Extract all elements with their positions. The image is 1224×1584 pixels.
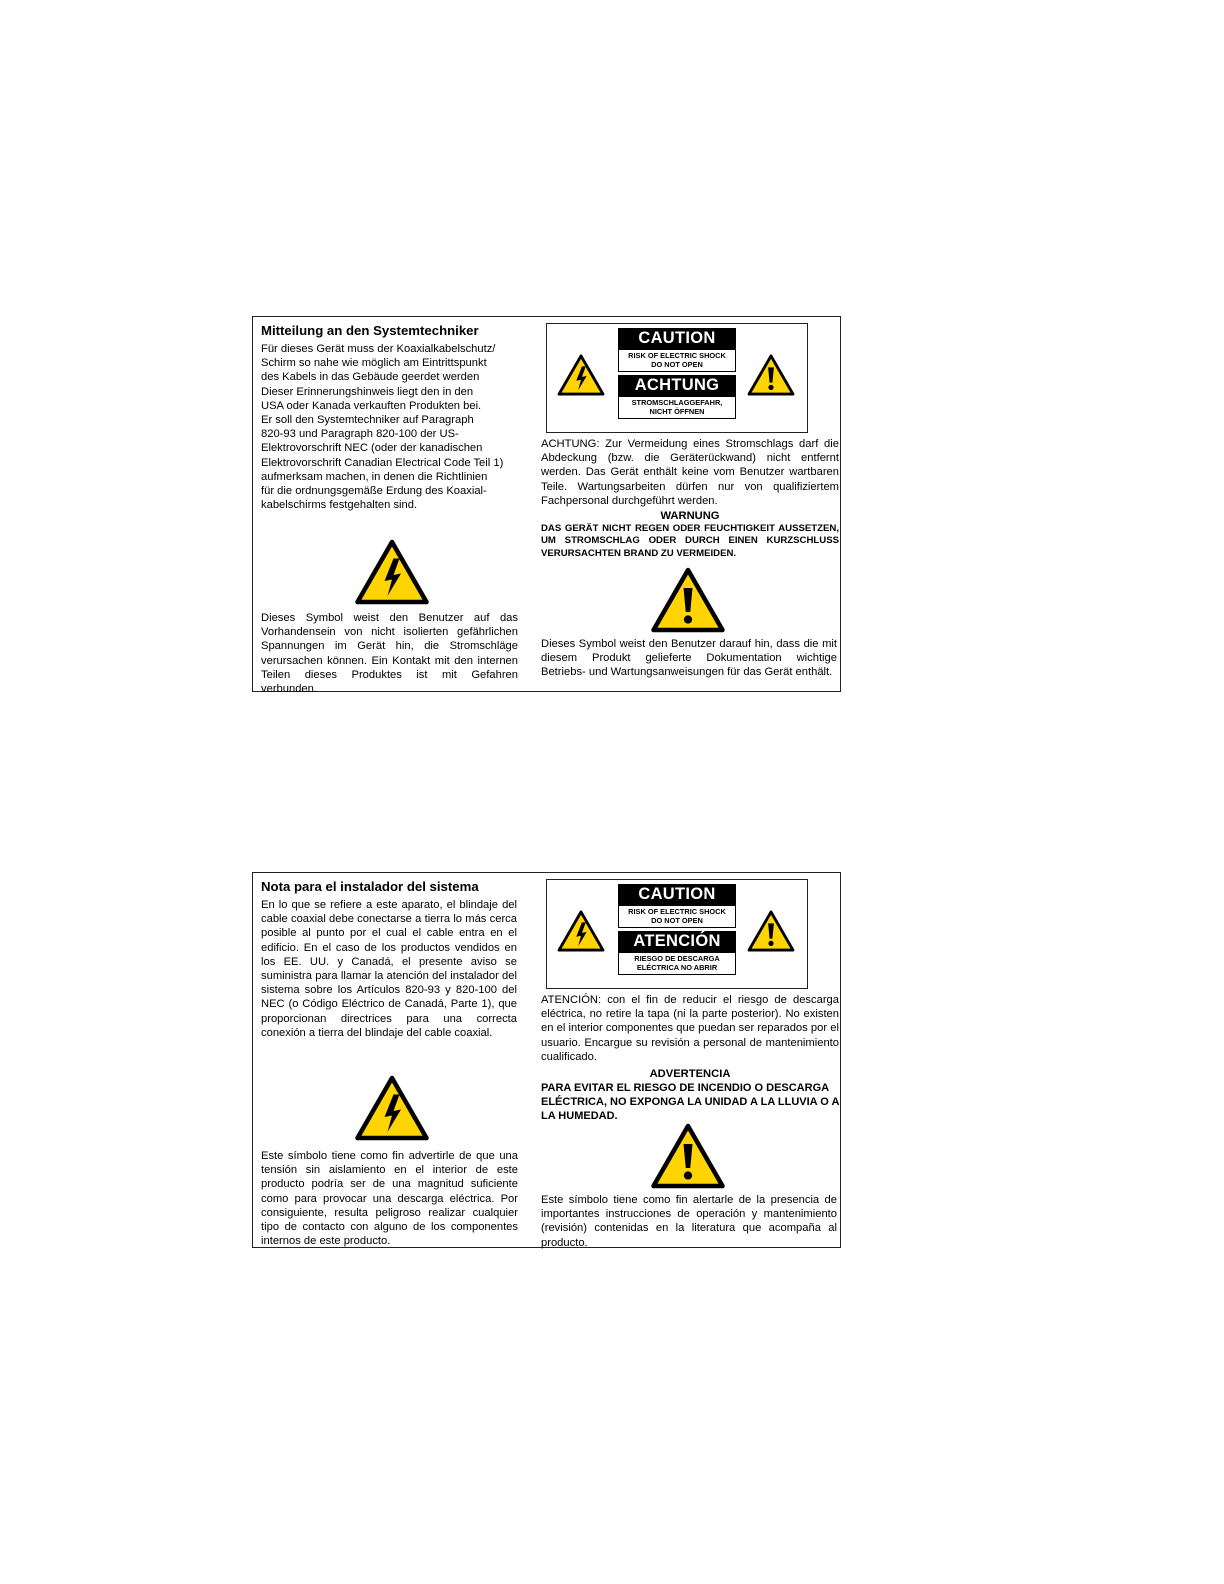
caution-badge-subtitle: RISK OF ELECTRIC SHOCK DO NOT OPEN	[618, 905, 736, 928]
safety-notice-panel-spanish	[252, 872, 841, 1248]
exclamation-warning-icon	[649, 567, 727, 633]
installer-note-line: Schirm so nahe wie möglich am Eintrittspunkt	[261, 357, 487, 370]
lightning-warning-icon	[353, 1075, 431, 1141]
installer-note-line: des Kabels in das Gebäude geerdet werden	[261, 371, 480, 384]
warning-text: PARA EVITAR EL RIESGO DE INCENDIO O DESCARGA ELÉCTRICA, NO EXPONGA LA UNIDAD A LA LLUVIA O A LA HUMEDAD.	[541, 1082, 840, 1122]
safety-notice-panel-german	[252, 316, 841, 696]
lightning-warning-icon	[557, 910, 605, 952]
installer-note-line: Elektrovorschrift Canadian Electrical Code Teil 1)	[261, 456, 504, 469]
lightning-symbol-description: Este símbolo tiene como fin advertirle de que una tensión sin aislamiento en el interior de este producto podría ser de una magnitud suficiente como para provocar una descarga eléctrica. Por consiguiente, resulta peligroso realizar cualquier tipo de contacto con alguno de los componentes internos de este producto.	[261, 1150, 518, 1248]
exclamation-warning-icon	[747, 910, 795, 952]
warning-block	[541, 509, 839, 560]
installer-note-text: En lo que se refiere a este aparato, el blindaje del cable coaxial debe conectarse a tierra lo más cerca posible al punto por el cual el cable entra en el edificio. En el caso de los productos vendidos en los EE. UU. y Canadá, el presente aviso se suministra para llamar la atención del instalador del sistema sobre los Artículos 820-93 y 820-100 del NEC (o Código Eléctrico de Canadá, Parte 1), que proporcionan directrices para una correcta conexión a tierra del blindaje del cable coaxial.	[261, 899, 517, 1039]
installer-note-line: kabelschirms festgehalten sind.	[261, 499, 418, 512]
installer-note-heading: Nota para el instalador del sistema	[261, 879, 479, 894]
caution-badge-subtitle: RISK OF ELECTRIC SHOCK DO NOT OPEN	[618, 349, 736, 372]
caution-notice-text: ATENCIÓN: con el fin de reducir el riesgo de descarga eléctrica, no retire la tapa (ni la parte posterior). No existen en el interior componentes que puedan ser reparados por el usuario. Encargue su revisión a personal de mantenimiento cualificado.	[541, 994, 839, 1063]
warning-title: ADVERTENCIA	[649, 1068, 731, 1080]
exclamation-symbol-description: Este símbolo tiene como fin alertarle de la presencia de importantes instrucciones de operación y mantenimiento (revisión) contenidas en la literatura que acompaña al producto.	[541, 1194, 837, 1249]
installer-note-line: Elektrovorschrift NEC (oder der kanadischen	[261, 442, 483, 455]
installer-note-column	[261, 323, 521, 696]
installer-note-heading: Mitteilung an den Systemtechniker	[261, 323, 479, 338]
achtung-badge-subtitle: STROMSCHLAGGEFAHR, NICHT ÖFFNEN	[618, 396, 736, 419]
warning-block	[541, 1067, 839, 1123]
exclamation-warning-icon	[747, 354, 795, 396]
caution-label-frame	[546, 879, 808, 989]
installer-note-line: aufmerksam machen, in denen die Richtlinien	[261, 470, 488, 483]
warning-text: DAS GERÄT NICHT REGEN ODER FEUCHTIGKEIT AUSSETZEN, UM STROMSCHLAG ODER DURCH EINEN KURZSCHLUSS VERURSACHTEN BRAND ZU VERMEIDEN.	[541, 523, 839, 559]
installer-note-text	[261, 342, 521, 512]
installer-note-line: Er soll den Systemtechniker auf Paragraph	[261, 414, 474, 427]
exclamation-symbol-description: Dieses Symbol weist den Benutzer darauf hin, dass die mit diesem Produkt gelieferte Dokumentation wichtige Betriebs- und Wartungsanweisungen für das Gerät enthält.	[541, 638, 837, 679]
achtung-badge-title: ACHTUNG	[618, 375, 736, 396]
exclamation-warning-icon	[649, 1123, 727, 1189]
installer-note-line: für die ordnungsgemäße Erdung des Koaxial-	[261, 485, 487, 498]
installer-note-column	[261, 879, 521, 1248]
lightning-warning-icon	[557, 354, 605, 396]
caution-badge-title: CAUTION	[618, 884, 736, 905]
installer-note-line: 820-93 und Paragraph 820-100 der US-	[261, 428, 459, 441]
caution-notice-text: ACHTUNG: Zur Vermeidung eines Stromschlags darf die Abdeckung (bzw. die Geräterückwand) nicht entfernt werden. Das Gerät enthält keine vom Benutzer wartbaren Teile. Wartungsarbeiten dürfen nur von qualifiziertem Fachpersonal durchgeführt werden.	[541, 438, 839, 507]
caution-badge-stack	[618, 328, 736, 422]
installer-note-line: USA oder Kanada verkauften Produkten bei.	[261, 399, 482, 412]
atencion-badge-title: ATENCIÓN	[618, 931, 736, 952]
installer-note-line: Dieser Erinnerungshinweis liegt den in den	[261, 385, 474, 398]
warning-title: WARNUNG	[660, 510, 720, 522]
caution-label-frame	[546, 323, 808, 433]
lightning-warning-icon	[353, 539, 431, 605]
lightning-symbol-description: Dieses Symbol weist den Benutzer auf das Vorhandensein von nicht isolierten gefährlichen Spannungen im Gerät hin, die Stromschläge verursachen können. Ein Kontakt mit den internen Teilen dieses Produktes ist mit Gefahren verbunden.	[261, 612, 518, 696]
caution-badge-title: CAUTION	[618, 328, 736, 349]
installer-note-line: Für dieses Gerät muss der Koaxialkabelschutz/	[261, 343, 496, 355]
atencion-badge-subtitle: RIESGO DE DESCARGA ELÉCTRICA NO ABRIR	[618, 952, 736, 975]
caution-badge-stack	[618, 884, 736, 978]
